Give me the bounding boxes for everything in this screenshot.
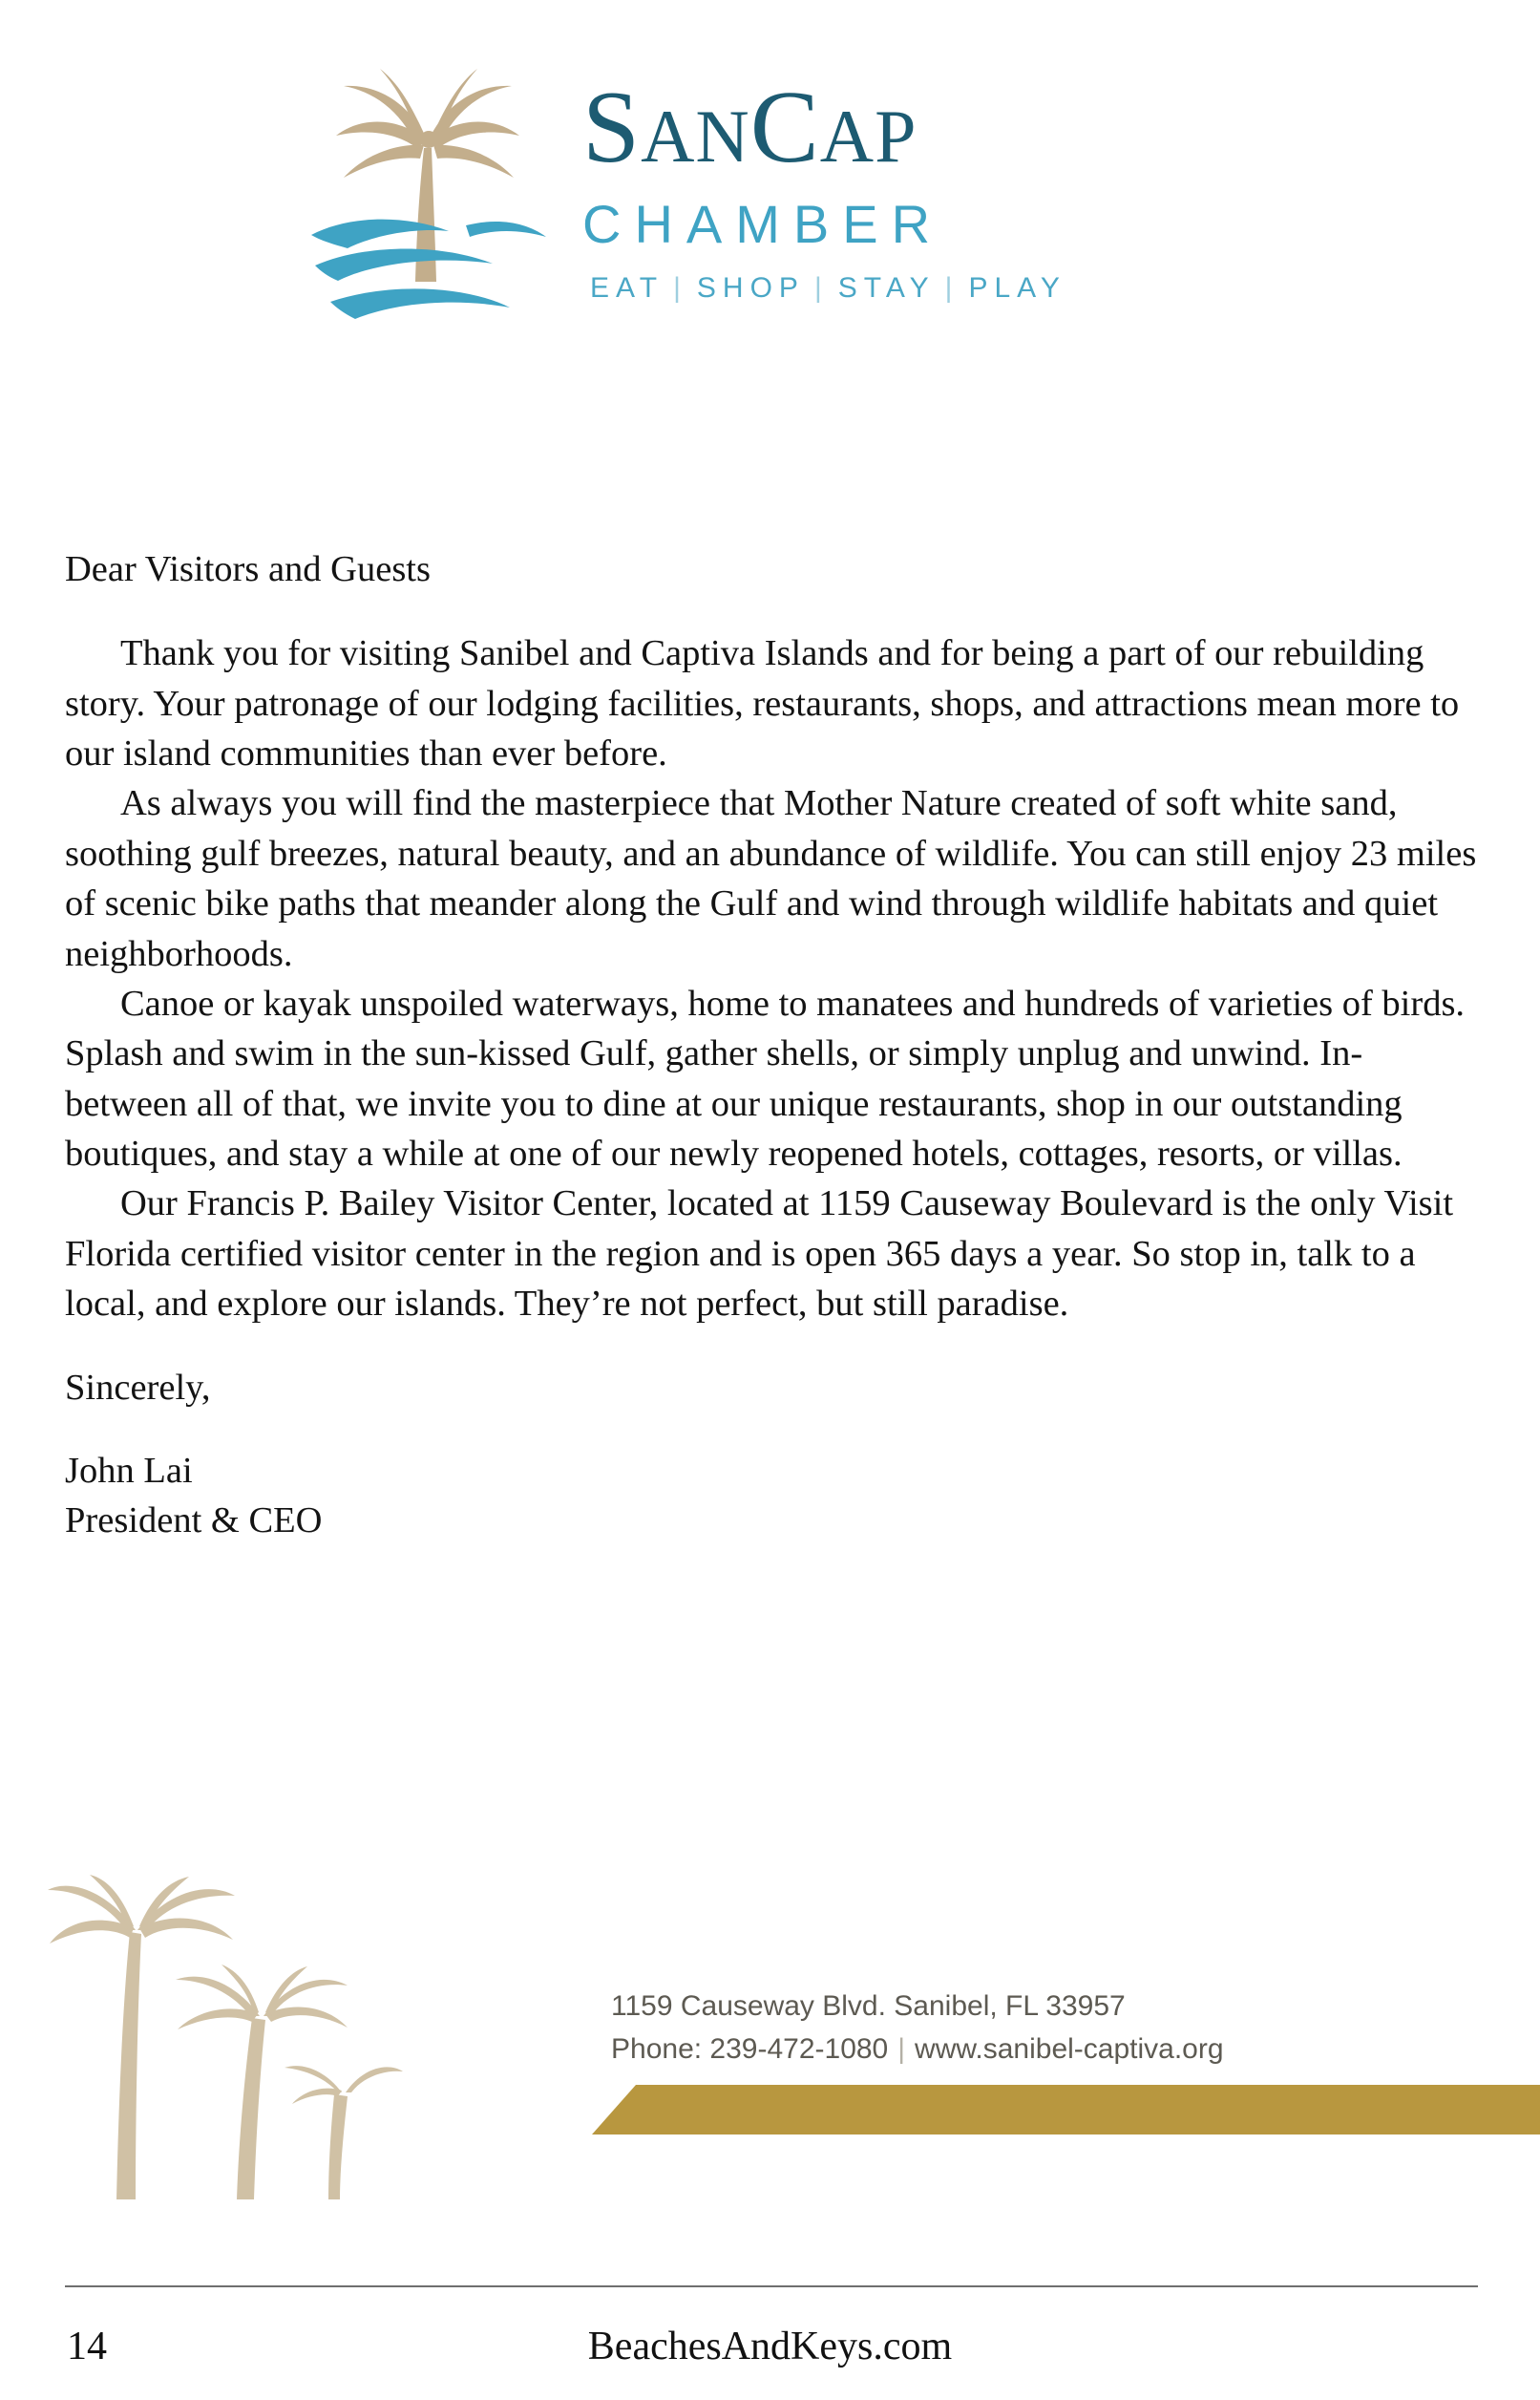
chamber-logo bbox=[286, 48, 1270, 382]
letter-paragraph-3: Canoe or kayak unspoiled waterways, home to manatees and hundreds of varieties of birds. Splash and swim in the sun-kissed Gulf, gather shells, or simply unplug and unwind. In-between all of that, we invite you to dine at our unique restaurants, shop in our outstanding boutiques, and stay a while at one of our newly reopened hotels, cottages, resorts, or villas. bbox=[65, 983, 1466, 1174]
letter-paragraph-2: As always you will find the masterpiece that Mother Nature created of soft white sand, soothing gulf breezes, natural beauty, and an abundance of wildlife. You can still enjoy 23 miles of scenic bike paths that meander along the Gulf and wind through wildlife habitats and quiet neighborhoods. bbox=[65, 783, 1477, 974]
tagline-sep-3: | bbox=[944, 272, 960, 304]
welcome-letter bbox=[65, 544, 1478, 1545]
letter-paragraph-4: Our Francis P. Bailey Visitor Center, located at 1159 Causeway Boulevard is the only Visit Florida certified visitor center in the region and is open 365 days a year. So stop in, talk to a local, and explore our islands. They’re not perfect, but still paradise. bbox=[65, 1183, 1454, 1325]
footer-separator: | bbox=[897, 2033, 906, 2065]
footer-contact-info bbox=[611, 1985, 1224, 2071]
tagline-stay: STAY bbox=[837, 272, 936, 304]
signer-name: John Lai bbox=[65, 1450, 193, 1491]
tagline-shop: SHOP bbox=[696, 272, 805, 304]
tagline-sep-1: | bbox=[673, 272, 687, 304]
publication-website: BeachesAndKeys.com bbox=[587, 2325, 953, 2368]
footer-divider bbox=[65, 2285, 1478, 2287]
tagline-sep-2: | bbox=[813, 272, 829, 304]
tagline-eat: EAT bbox=[590, 272, 665, 304]
logo-title-s: S bbox=[582, 71, 642, 184]
footer-address-line: 1159 Causeway Blvd. Sanibel, FL 33957 bbox=[611, 1990, 1126, 2022]
spacer bbox=[65, 1328, 1478, 1363]
logo-title-an: AN bbox=[641, 95, 750, 178]
logo-title bbox=[582, 71, 1251, 184]
spacer bbox=[65, 594, 1478, 628]
palm-trees-footer-icon bbox=[48, 1875, 449, 2219]
spacer bbox=[65, 1413, 1478, 1446]
signer-title: President & CEO bbox=[65, 1500, 323, 1541]
letter-closing: Sincerely, bbox=[65, 1368, 211, 1409]
gold-accent-bar bbox=[592, 2085, 1540, 2135]
footer-website[interactable]: www.sanibel-captiva.org bbox=[915, 2033, 1224, 2065]
letter-paragraph-1: Thank you for visiting Sanibel and Captiva Islands and for being a part of our rebuilding story. Your patronage of our lodging facilities, restaurants, shops, and attractions mean more to our island communities than ever before. bbox=[65, 633, 1460, 775]
logo-wordmark bbox=[582, 71, 1251, 305]
tagline-play: PLAY bbox=[968, 272, 1066, 304]
logo-tagline bbox=[590, 272, 1251, 305]
footer-phone-line bbox=[611, 2028, 1224, 2071]
footer-phone: Phone: 239-472-1080 bbox=[611, 2033, 889, 2065]
logo-title-ap: AP bbox=[819, 95, 918, 178]
footer-artwork bbox=[0, 1846, 1540, 2247]
letter-salutation: Dear Visitors and Guests bbox=[65, 549, 431, 589]
logo-subtitle: CHAMBER bbox=[582, 194, 944, 254]
page-number: 14 bbox=[67, 2325, 107, 2368]
palm-tree-logo-icon bbox=[306, 57, 554, 382]
logo-title-c: C bbox=[749, 71, 820, 184]
